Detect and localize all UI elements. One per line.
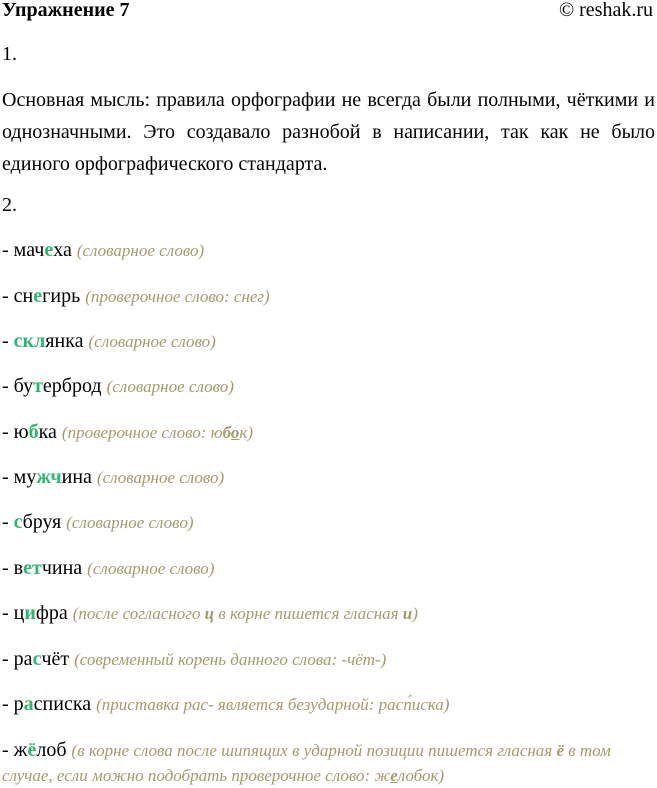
word-part: чёт bbox=[41, 648, 70, 670]
item-dash: - bbox=[2, 511, 14, 533]
highlighted-letters: е bbox=[44, 239, 54, 261]
word-part: р bbox=[13, 693, 24, 715]
item-dash: - bbox=[2, 693, 14, 715]
highlighted-letters: ет bbox=[23, 557, 42, 579]
note-text: (проверочное слово: ю bbox=[61, 423, 223, 442]
list-item bbox=[2, 601, 655, 626]
item-note: (словарное слово) bbox=[88, 332, 216, 351]
item-dash: - bbox=[2, 466, 14, 488]
note-text: в корне пишется гласная bbox=[214, 604, 403, 623]
item-dash: - bbox=[2, 602, 14, 624]
word-part: ц bbox=[13, 602, 25, 624]
exercise-title: Упражнение 7 bbox=[2, 0, 130, 21]
note-underlined: е bbox=[390, 766, 398, 785]
note-underlined: о bbox=[230, 423, 240, 442]
word-part: чина bbox=[41, 557, 83, 579]
highlighted-letters: б bbox=[28, 421, 39, 443]
list-item bbox=[2, 329, 655, 354]
word-part: бу bbox=[13, 375, 34, 397]
word-part: ра bbox=[13, 648, 33, 670]
word-part: янка bbox=[45, 330, 84, 352]
list-item bbox=[2, 510, 655, 535]
item-dash: - bbox=[2, 330, 14, 352]
list-item bbox=[2, 284, 655, 309]
item-dash: - bbox=[2, 421, 14, 443]
note-text: ) bbox=[412, 604, 418, 623]
item-note: (словарное слово) bbox=[76, 241, 205, 260]
note-text: (в корне слова после шипящих в ударной позиции пишется гласная bbox=[71, 741, 557, 760]
word-part: сн bbox=[13, 285, 34, 307]
note-text: (после согласного bbox=[72, 604, 205, 623]
word-part: ерброд bbox=[42, 375, 102, 397]
note-bold: б bbox=[222, 423, 231, 442]
item-dash: - bbox=[2, 285, 14, 307]
highlighted-letters: и bbox=[24, 602, 36, 624]
section-1-text: Основная мысль: правила орфографии не всегда были полными, чёткими и однозначными. Это создавало разнобой в написании, так как не было единого орфографического стандарта. bbox=[2, 89, 655, 175]
list-item bbox=[2, 238, 655, 263]
highlighted-letters: с bbox=[13, 511, 23, 533]
section-2-number: 2. bbox=[2, 194, 17, 216]
item-note: (приставка рас- является безударной: расп́иска) bbox=[96, 695, 450, 714]
note-text: к) bbox=[239, 423, 254, 442]
item-note: (словарное слово) bbox=[106, 377, 234, 396]
highlighted-letters: т bbox=[33, 375, 43, 397]
word-part: ина bbox=[61, 466, 92, 488]
item-dash: - bbox=[2, 557, 14, 579]
highlighted-letters: е bbox=[33, 285, 43, 307]
word-part: ха bbox=[53, 239, 72, 261]
list-item bbox=[2, 374, 655, 399]
word-part: мач bbox=[13, 239, 45, 261]
note-text: лобок) bbox=[397, 766, 445, 785]
item-note: (словарное слово) bbox=[87, 559, 215, 578]
highlighted-letters: ё bbox=[27, 739, 37, 761]
word-part: списка bbox=[33, 693, 92, 715]
list-item bbox=[2, 420, 655, 445]
note-bold: ё bbox=[556, 741, 564, 760]
highlighted-letters: с bbox=[32, 648, 42, 670]
word-part: гирь bbox=[42, 285, 81, 307]
item-note: (словарное слово) bbox=[66, 513, 194, 532]
word-part: ж bbox=[13, 739, 28, 761]
highlighted-letters: а bbox=[23, 693, 34, 715]
item-dash: - bbox=[2, 648, 14, 670]
list-item bbox=[2, 738, 655, 788]
word-part: ю bbox=[13, 421, 29, 443]
list-item bbox=[2, 692, 655, 717]
item-note: (современный корень данного слова: -чёт-) bbox=[74, 650, 387, 669]
item-note: (словарное слово) bbox=[96, 468, 225, 487]
note-bold: и bbox=[402, 604, 413, 623]
item-note bbox=[2, 741, 611, 785]
word-part: ка bbox=[38, 421, 57, 443]
highlighted-letters: жч bbox=[36, 466, 62, 488]
page-header bbox=[2, 0, 653, 22]
list-item bbox=[2, 465, 655, 490]
item-dash: - bbox=[2, 375, 14, 397]
note-text: в том случае, если можно подобрать проверочное слово: ж bbox=[2, 741, 611, 785]
word-part: бруя bbox=[22, 511, 62, 533]
word-part: му bbox=[13, 466, 37, 488]
item-dash: - bbox=[2, 239, 14, 261]
item-note bbox=[73, 604, 418, 623]
item-note: (проверочное слово: снег) bbox=[85, 287, 270, 306]
source-label: © reshak.ru bbox=[558, 0, 653, 21]
note-bold: ц bbox=[204, 604, 215, 623]
word-part: фра bbox=[35, 602, 68, 624]
word-part: в bbox=[13, 557, 24, 579]
word-part: лоб bbox=[36, 739, 67, 761]
section-1-number: 1. bbox=[2, 43, 17, 65]
list-item bbox=[2, 647, 655, 672]
highlighted-letters: скл bbox=[13, 330, 46, 352]
list-item bbox=[2, 556, 655, 581]
item-note bbox=[62, 423, 253, 442]
item-dash: - bbox=[2, 739, 14, 761]
